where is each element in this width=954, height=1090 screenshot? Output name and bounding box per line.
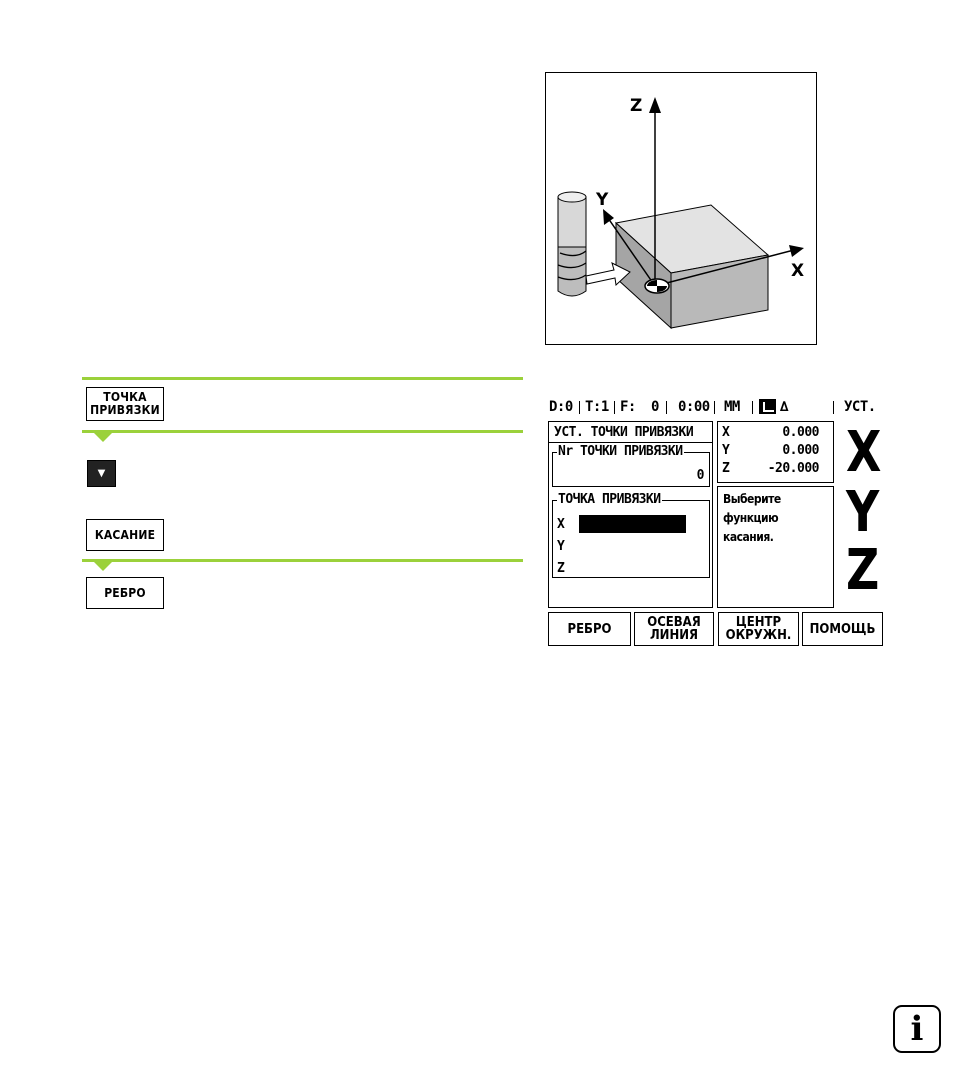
step-divider	[82, 559, 523, 562]
help-panel	[717, 486, 834, 608]
datum-number-label: Nr ТОЧКИ ПРИВЯЗКИ	[558, 444, 683, 459]
datum-x-input[interactable]	[579, 515, 686, 533]
x-axis-label: X	[791, 261, 805, 281]
edge-softkey[interactable]: РЕБРО	[86, 577, 164, 609]
edge-function-key-label: РЕБРО	[567, 621, 612, 637]
help-function-key[interactable]	[802, 612, 883, 646]
pos-x-value: 0.000	[782, 425, 819, 440]
datum-softkey[interactable]	[86, 387, 164, 421]
info-icon: i	[893, 1005, 941, 1053]
edge-function-key[interactable]	[548, 612, 631, 646]
step-divider	[82, 377, 523, 380]
reference-mode-icon	[759, 399, 776, 414]
probe-softkey[interactable]: КАСАНИЕ	[86, 519, 164, 551]
datum-number-group	[552, 444, 710, 487]
centerline-key-line1: ОСЕВАЯ	[647, 615, 701, 630]
pos-z-value: -20.000	[767, 461, 819, 476]
step-pointer	[94, 433, 112, 442]
workpiece-diagram	[546, 73, 818, 346]
position-panel	[717, 421, 834, 483]
help-line-1: Выберите	[723, 492, 781, 506]
arrow-down-icon[interactable]: ▼	[87, 460, 116, 487]
status-delta: ∆	[780, 399, 788, 415]
status-bar	[547, 395, 887, 419]
pos-z-axis: Z	[722, 461, 730, 476]
help-function-key-label: ПОМОЩЬ	[809, 621, 876, 637]
status-set-label: УСТ.	[844, 399, 876, 415]
datum-number-value[interactable]: 0	[696, 468, 704, 483]
centerline-key-line2: ЛИНИЯ	[649, 628, 699, 643]
step-pointer	[94, 562, 112, 571]
pos-x-axis: X	[722, 425, 730, 440]
circle-center-function-key[interactable]	[718, 612, 799, 646]
status-tool: T:1	[585, 399, 609, 415]
datum-y-label: Y	[557, 539, 565, 554]
datum-x-label: X	[557, 517, 565, 532]
touch-off-illustration	[545, 72, 817, 345]
form-title: УСТ. ТОЧКИ ПРИВЯЗКИ	[554, 425, 694, 440]
help-line-3: касания.	[723, 530, 774, 544]
big-axis-x: X	[846, 420, 882, 485]
pos-y-value: 0.000	[782, 443, 819, 458]
circle-center-key-line2: ОКРУЖН.	[725, 628, 792, 643]
y-axis-label: Y	[596, 190, 609, 210]
z-axis-label: Z	[630, 96, 643, 116]
status-time: 0:00	[678, 399, 710, 415]
datum-softkey-line1: ТОЧКА	[103, 390, 147, 404]
datum-form-panel	[548, 421, 713, 608]
pos-y-axis: Y	[722, 443, 730, 458]
datum-coordinates-group	[552, 492, 710, 578]
centerline-function-key[interactable]	[634, 612, 714, 646]
big-axis-y: Y	[846, 480, 880, 545]
datum-group-label: ТОЧКА ПРИВЯЗКИ	[558, 492, 661, 507]
status-feed-value: 0	[651, 399, 659, 415]
datum-softkey-line2: ПРИВЯЗКИ	[90, 403, 160, 417]
big-axis-z: Z	[846, 538, 880, 603]
help-line-2: функцию	[723, 511, 779, 525]
status-feed-label: F:	[620, 399, 636, 415]
status-datum: D:0	[549, 399, 573, 415]
circle-center-key-line1: ЦЕНТР	[735, 615, 782, 630]
step-divider	[82, 430, 523, 433]
status-units: MM	[724, 399, 740, 415]
datum-z-label: Z	[557, 561, 565, 576]
